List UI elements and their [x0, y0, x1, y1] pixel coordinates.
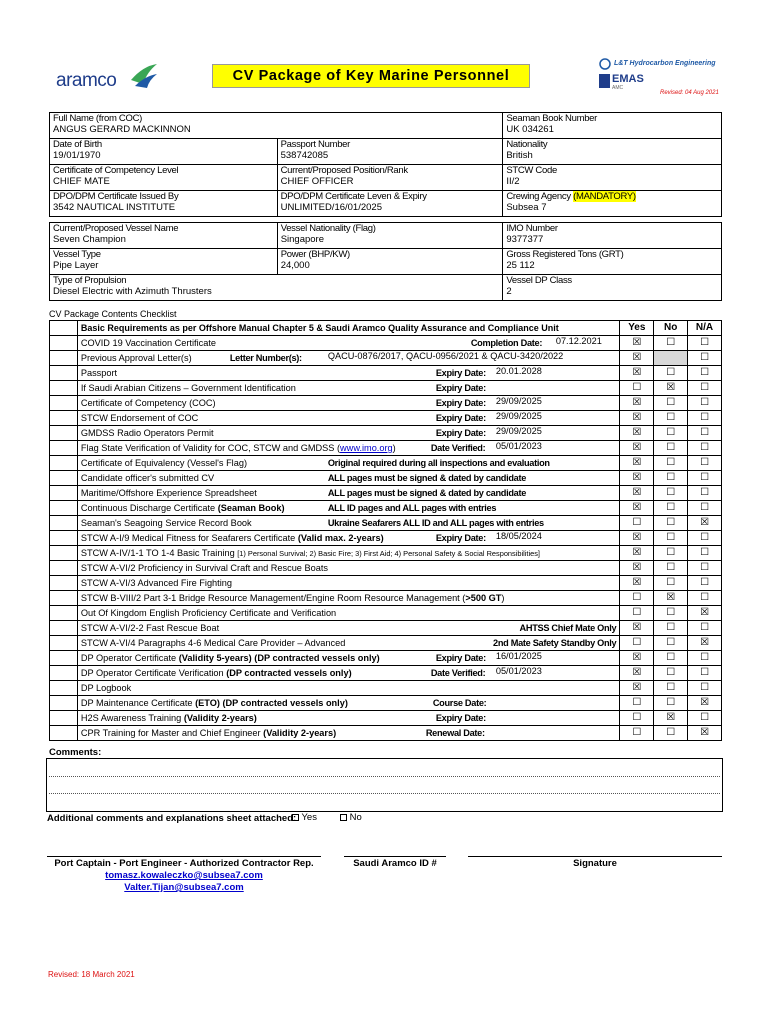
- checklist-row: [50, 366, 722, 381]
- checkbox-na[interactable]: ☐: [688, 396, 722, 411]
- vessel-table: [49, 222, 722, 301]
- aramco-id-label: Saudi Aramco ID #: [353, 858, 437, 869]
- row-spacer: [50, 426, 78, 441]
- item-name: Out Of Kingdom English Proficiency Certificate and Verification: [80, 608, 337, 618]
- item-name: Maritime/Offshore Experience Spreadsheet: [80, 488, 257, 498]
- item-date-value[interactable]: 29/09/2025: [495, 396, 542, 406]
- item-date-value[interactable]: 05/01/2023: [495, 666, 542, 676]
- checkbox-no[interactable]: [654, 351, 688, 366]
- position-value[interactable]: CHIEF OFFICER: [280, 176, 354, 187]
- checkbox-yes[interactable]: ☒: [620, 561, 654, 576]
- checkbox-na[interactable]: ☐: [688, 501, 722, 516]
- checkbox-na[interactable]: ☐: [688, 591, 722, 606]
- checkbox-na[interactable]: ☒: [688, 606, 722, 621]
- row-spacer: [50, 396, 78, 411]
- checklist-item: [77, 486, 620, 501]
- row-spacer: [50, 366, 78, 381]
- revised-date-top: Revised: 04 Aug 2021: [660, 90, 719, 96]
- lt-logo-icon: [598, 58, 612, 90]
- item-note: ALL pages must be signed & dated by candidate: [327, 473, 527, 483]
- checkbox-yes[interactable]: ☒: [620, 426, 654, 441]
- checkbox-no[interactable]: ☐: [654, 486, 688, 501]
- checklist-item: [77, 411, 620, 426]
- propulsion-cell: Type of Propulsion Diesel Electric with Azimuth Thrusters: [50, 275, 503, 301]
- stcw-value[interactable]: II/2: [506, 176, 520, 187]
- checklist-row: [50, 636, 722, 651]
- checkbox-yes[interactable]: ☒: [620, 336, 654, 351]
- item-name: STCW A-I/9 Medical Fitness for Seafarers Certificate (Valid max. 2-years): [80, 533, 384, 543]
- checkbox-no[interactable]: ☐: [654, 576, 688, 591]
- checklist-row: [50, 336, 722, 351]
- item-date-label: Letter Number(s):: [229, 353, 302, 363]
- checkbox-na[interactable]: ☐: [688, 486, 722, 501]
- email-link-2[interactable]: Valter.Tijan@subsea7.com: [124, 882, 244, 893]
- item-name: DP Logbook: [80, 683, 132, 693]
- power-value[interactable]: 24,000: [280, 260, 310, 271]
- row-spacer: [50, 636, 78, 651]
- item-name: STCW A-VI/2 Proficiency in Survival Craft and Rescue Boats: [80, 563, 328, 573]
- checklist-row: [50, 711, 722, 726]
- checkbox-yes[interactable]: ☒: [620, 576, 654, 591]
- item-date-label: Expiry Date:: [435, 428, 486, 438]
- item-date-value[interactable]: 16/01/2025: [495, 651, 542, 661]
- checkbox-yes[interactable]: ☒: [620, 666, 654, 681]
- item-name: DP Maintenance Certificate (ETO) (DP contracted vessels only): [80, 698, 348, 708]
- checklist-item: [77, 396, 620, 411]
- checkbox-no[interactable]: ☐: [654, 636, 688, 651]
- checkbox-na[interactable]: ☐: [688, 411, 722, 426]
- full-name-cell: Full Name (from COC) ANGUS GERARD MACKINNON: [50, 113, 503, 139]
- item-date-value[interactable]: QACU-0876/2017, QACU-0956/2021 & QACU-3420/2022: [327, 351, 564, 361]
- checkbox-no[interactable]: ☐: [654, 606, 688, 621]
- checklist-row: [50, 456, 722, 471]
- item-date-label: Expiry Date:: [435, 383, 486, 393]
- row-spacer: [50, 711, 78, 726]
- comment-line: [49, 776, 720, 777]
- item-note: AHTSS Chief Mate Only: [519, 623, 617, 633]
- checkbox-na[interactable]: ☒: [688, 516, 722, 531]
- aramco-id-line[interactable]: [344, 856, 446, 857]
- checkbox-na[interactable]: ☐: [688, 441, 722, 456]
- checkbox-no[interactable]: ☐: [654, 426, 688, 441]
- checkbox-no[interactable]: ☐: [654, 456, 688, 471]
- comments-label: Comments:: [49, 747, 102, 758]
- item-date-label: Expiry Date:: [435, 368, 486, 378]
- checkbox-no[interactable]: ☐: [654, 516, 688, 531]
- item-date-label: Expiry Date:: [435, 533, 486, 543]
- checkbox-na[interactable]: ☐: [688, 426, 722, 441]
- row-spacer: [50, 351, 78, 366]
- item-name: COVID 19 Vaccination Certificate: [80, 338, 216, 348]
- seaman-book-cell: Seaman Book Number UK 034261: [503, 113, 722, 139]
- checklist-item: [77, 336, 620, 351]
- checkbox-yes[interactable]: ☒: [620, 546, 654, 561]
- checklist-caption: CV Package Contents Checklist: [49, 309, 177, 319]
- checklist-row: [50, 561, 722, 576]
- checklist-item: [77, 711, 620, 726]
- row-spacer: [50, 696, 78, 711]
- checkbox-yes[interactable]: ☒: [620, 366, 654, 381]
- item-name: Previous Approval Letter(s): [80, 353, 192, 363]
- item-name: STCW A-VI/2-2 Fast Rescue Boat: [80, 623, 220, 633]
- item-name: STCW B-VIII/2 Part 3-1 Bridge Resource Management/Engine Room Resource Management (>500 GT): [80, 593, 505, 603]
- item-date-label: Completion Date:: [470, 338, 543, 348]
- checklist-item: [77, 606, 620, 621]
- dob-value[interactable]: 19/01/1970: [53, 150, 101, 161]
- checkbox-na[interactable]: ☐: [688, 336, 722, 351]
- checklist-item: [77, 351, 620, 366]
- vessel-flag-value[interactable]: Singapore: [280, 234, 324, 245]
- col-no: No: [654, 321, 688, 336]
- row-spacer: [50, 381, 78, 396]
- seaman-book-value[interactable]: UK 034261: [506, 124, 554, 135]
- checkbox-na[interactable]: ☐: [688, 531, 722, 546]
- checkbox-yes[interactable]: ☒: [620, 441, 654, 456]
- row-spacer: [50, 651, 78, 666]
- checklist-row: [50, 606, 722, 621]
- item-name: CPR Training for Master and Chief Engineer (Validity 2-years): [80, 728, 337, 738]
- checkbox-na[interactable]: ☐: [688, 666, 722, 681]
- item-note: Original required during all inspections and evaluation: [327, 458, 550, 468]
- checklist-row: [50, 486, 722, 501]
- checkbox-yes[interactable]: ☐: [620, 381, 654, 396]
- checkbox-yes[interactable]: ☐: [620, 591, 654, 606]
- checkbox-no[interactable]: ☐: [654, 621, 688, 636]
- additional-yes-option[interactable]: Yes: [292, 812, 317, 823]
- imo-value[interactable]: 9377377: [506, 234, 544, 245]
- checkbox-no[interactable]: ☐: [654, 501, 688, 516]
- checkbox-no[interactable]: ☐: [654, 561, 688, 576]
- item-name: DP Operator Certificate (Validity 5-years) (DP contracted vessels only): [80, 653, 380, 663]
- row-spacer: [50, 576, 78, 591]
- checkbox-na[interactable]: ☐: [688, 561, 722, 576]
- item-date-value[interactable]: 07.12.2021: [555, 336, 602, 346]
- checklist-row: [50, 546, 722, 561]
- checklist-item: [77, 696, 620, 711]
- passport-value[interactable]: 538742085: [280, 150, 329, 161]
- dpo-issued-value[interactable]: 3542 NAUTICAL INSTITUTE: [53, 202, 176, 213]
- checklist-row: [50, 591, 722, 606]
- checkbox-yes[interactable]: ☒: [620, 681, 654, 696]
- checklist-row: [50, 426, 722, 441]
- checkbox-na[interactable]: ☐: [688, 546, 722, 561]
- dpo-level-cell: DPO/DPM Certificate Leven & Expiry UNLIMITED/16/01/2025: [277, 191, 503, 217]
- checklist-row: [50, 621, 722, 636]
- position-cell: Current/Proposed Position/Rank CHIEF OFFICER: [277, 165, 503, 191]
- checkbox-no[interactable]: ☐: [654, 696, 688, 711]
- row-spacer: [50, 561, 78, 576]
- item-name: If Saudi Arabian Citizens – Government Identification: [80, 383, 296, 393]
- row-spacer: [50, 726, 78, 741]
- checklist-row: [50, 666, 722, 681]
- checkbox-no[interactable]: ☒: [654, 591, 688, 606]
- checkbox-na[interactable]: ☐: [688, 456, 722, 471]
- item-note: ALL ID pages and ALL pages with entries: [327, 503, 497, 513]
- port-captain-sign-line[interactable]: [47, 856, 321, 857]
- imo-cell: IMO Number 9377377: [503, 223, 722, 249]
- item-date-value[interactable]: 05/01/2023: [495, 441, 542, 451]
- checkbox-yes[interactable]: ☐: [620, 696, 654, 711]
- dpo-level-value[interactable]: UNLIMITED/16/01/2025: [280, 202, 382, 213]
- checklist-row: [50, 696, 722, 711]
- checklist-item: [77, 726, 620, 741]
- full-name-value[interactable]: ANGUS GERARD MACKINNON: [53, 124, 191, 135]
- checkbox-no[interactable]: ☐: [654, 666, 688, 681]
- checkbox-yes[interactable]: ☒: [620, 471, 654, 486]
- vessel-name-cell: Current/Proposed Vessel Name Seven Champion: [50, 223, 278, 249]
- item-date-value[interactable]: 18/05/2024: [495, 531, 542, 541]
- checkbox-na[interactable]: ☐: [688, 621, 722, 636]
- checklist-item: [77, 591, 620, 606]
- item-date-value[interactable]: 29/09/2025: [495, 426, 542, 436]
- grt-value[interactable]: 25 112: [506, 260, 535, 271]
- coc-value[interactable]: CHIEF MATE: [53, 176, 110, 187]
- page-title: CV Package of Key Marine Personnel: [212, 64, 530, 88]
- dpo-issued-cell: DPO/DPM Certificate Issued By 3542 NAUTICAL INSTITUTE: [50, 191, 278, 217]
- nationality-value[interactable]: British: [506, 150, 533, 161]
- row-spacer: [50, 546, 78, 561]
- checkbox-no[interactable]: ☐: [654, 336, 688, 351]
- additional-comments-label: Additional comments and explanations sheet attached:: [47, 813, 297, 824]
- signature-line[interactable]: [468, 856, 722, 857]
- item-note: Ukraine Seafarers ALL ID and ALL pages with entries: [327, 518, 544, 528]
- item-name: Certificate of Competency (COC): [80, 398, 216, 408]
- checkbox-icon[interactable]: [340, 814, 347, 821]
- checkbox-na[interactable]: ☐: [688, 711, 722, 726]
- item-name: DP Operator Certificate Verification (DP contracted vessels only): [80, 668, 352, 678]
- checklist-item: [77, 651, 620, 666]
- checkbox-no[interactable]: ☐: [654, 546, 688, 561]
- checklist-row: [50, 576, 722, 591]
- aramco-logo: [56, 62, 162, 92]
- checklist-item: [77, 636, 620, 651]
- checkbox-na[interactable]: ☐: [688, 381, 722, 396]
- checkbox-yes[interactable]: ☐: [620, 606, 654, 621]
- item-name: H2S Awareness Training (Validity 2-years): [80, 713, 257, 723]
- row-spacer: [50, 456, 78, 471]
- checkbox-na[interactable]: ☐: [688, 651, 722, 666]
- comment-line: [49, 793, 720, 794]
- checkbox-no[interactable]: ☐: [654, 651, 688, 666]
- checkbox-yes[interactable]: ☒: [620, 396, 654, 411]
- checklist-row: [50, 396, 722, 411]
- row-spacer: [50, 441, 78, 456]
- vessel-flag-cell: Vessel Nationality (Flag) Singapore: [277, 223, 503, 249]
- checkbox-yes[interactable]: ☐: [620, 726, 654, 741]
- emas-name: EMAS: [612, 73, 644, 85]
- checkbox-yes[interactable]: ☒: [620, 486, 654, 501]
- checklist-item: [77, 531, 620, 546]
- propulsion-value[interactable]: Diesel Electric with Azimuth Thrusters: [53, 286, 212, 297]
- lt-name: L&T Hydrocarbon Engineering: [614, 60, 716, 67]
- dp-class-value[interactable]: 2: [506, 286, 512, 297]
- checkbox-na[interactable]: ☐: [688, 681, 722, 696]
- signature-label: Signature: [573, 858, 617, 869]
- item-date-label: Date Verified:: [430, 668, 486, 678]
- checklist-item: [77, 666, 620, 681]
- row-spacer: [50, 666, 78, 681]
- row-spacer: [50, 471, 78, 486]
- checklist-item: [77, 501, 620, 516]
- checkbox-no[interactable]: ☐: [654, 471, 688, 486]
- checklist-item: [77, 471, 620, 486]
- stcw-cell: STCW Code II/2: [503, 165, 722, 191]
- item-name: STCW A-VI/3 Advanced Fire Fighting: [80, 578, 232, 588]
- item-date-label: Expiry Date:: [435, 398, 486, 408]
- item-note: 2nd Mate Safety Standby Only: [493, 638, 617, 648]
- checklist-item: [77, 681, 620, 696]
- item-date-value[interactable]: 20.01.2028: [495, 366, 542, 376]
- vessel-type-cell: Vessel Type Pipe Layer: [50, 249, 278, 275]
- item-date-label: Expiry Date:: [435, 413, 486, 423]
- checkbox-yes[interactable]: ☒: [620, 651, 654, 666]
- dob-cell: Date of Birth 19/01/1970: [50, 139, 278, 165]
- checklist-spacer: [50, 321, 78, 336]
- checklist-row: [50, 681, 722, 696]
- checklist-row: [50, 726, 722, 741]
- aramco-wordmark: aramco: [56, 70, 117, 91]
- row-spacer: [50, 591, 78, 606]
- checklist-item: [77, 381, 620, 396]
- item-name: GMDSS Radio Operators Permit: [80, 428, 214, 438]
- additional-no-option[interactable]: No: [340, 812, 362, 823]
- checkbox-na[interactable]: ☐: [688, 576, 722, 591]
- row-spacer: [50, 621, 78, 636]
- checklist-item: [77, 426, 620, 441]
- checklist-row: [50, 531, 722, 546]
- item-date-label: Expiry Date:: [435, 653, 486, 663]
- checklist-row: [50, 351, 722, 366]
- item-date-label: Course Date:: [432, 698, 487, 708]
- checkbox-na[interactable]: ☒: [688, 726, 722, 741]
- checkbox-no[interactable]: ☐: [654, 681, 688, 696]
- checkbox-yes[interactable]: ☒: [620, 501, 654, 516]
- checkbox-na[interactable]: ☐: [688, 366, 722, 381]
- row-spacer: [50, 336, 78, 351]
- item-date-label: Date Verified:: [430, 443, 486, 453]
- checkbox-yes[interactable]: ☒: [620, 621, 654, 636]
- item-name: STCW A-IV/1-1 TO 1-4 Basic Training [1) Personal Survival; 2) Basic Fire; 3) First Aid; 4) Personal Safety & Social Responsibilities]: [80, 548, 540, 558]
- checklist-row: [50, 381, 722, 396]
- item-name: Passport: [80, 368, 118, 378]
- emas-sub: AMC: [612, 85, 624, 91]
- checklist-header: Basic Requirements as per Offshore Manual Chapter 5 & Saudi Aramco Quality Assurance and Compliance Unit: [77, 321, 620, 336]
- row-spacer: [50, 411, 78, 426]
- checkbox-yes[interactable]: ☐: [620, 636, 654, 651]
- checklist-item: [77, 456, 620, 471]
- vessel-name-value[interactable]: Seven Champion: [53, 234, 126, 245]
- checklist-item: [77, 561, 620, 576]
- item-name: Candidate officer's submitted CV: [80, 473, 215, 483]
- row-spacer: [50, 516, 78, 531]
- crewing-cell: Crewing Agency (MANDATORY) Subsea 7: [503, 191, 722, 217]
- row-spacer: [50, 501, 78, 516]
- item-name: Certificate of Equivalency (Vessel's Flag): [80, 458, 248, 468]
- checklist-row: [50, 501, 722, 516]
- checkbox-no[interactable]: ☐: [654, 531, 688, 546]
- checkbox-na[interactable]: ☐: [688, 351, 722, 366]
- grt-cell: Gross Registered Tons (GRT) 25 112: [503, 249, 722, 275]
- personnel-table: [49, 112, 722, 217]
- checkbox-na[interactable]: ☐: [688, 471, 722, 486]
- aramco-mark-icon: [129, 62, 159, 90]
- checkbox-no[interactable]: ☐: [654, 411, 688, 426]
- checklist-row: [50, 471, 722, 486]
- checkbox-yes[interactable]: ☒: [620, 351, 654, 366]
- passport-cell: Passport Number 538742085: [277, 139, 503, 165]
- checklist-item: [77, 546, 620, 561]
- col-na: N/A: [688, 321, 722, 336]
- power-cell: Power (BHP/KW) 24,000: [277, 249, 503, 275]
- nationality-cell: Nationality British: [503, 139, 722, 165]
- row-spacer: [50, 486, 78, 501]
- checkbox-yes[interactable]: ☐: [620, 516, 654, 531]
- item-name: Continuous Discharge Certificate (Seaman Book): [80, 503, 285, 513]
- checklist-item: [77, 576, 620, 591]
- checkbox-yes[interactable]: ☐: [620, 711, 654, 726]
- comments-box[interactable]: [46, 758, 723, 812]
- vessel-type-value[interactable]: Pipe Layer: [53, 260, 99, 271]
- lt-emas-logo: [598, 58, 728, 92]
- row-spacer: [50, 681, 78, 696]
- checkbox-no[interactable]: ☒: [654, 381, 688, 396]
- checkbox-yes[interactable]: ☒: [620, 411, 654, 426]
- item-name: STCW A-VI/4 Paragraphs 4-6 Medical Care Provider – Advanced: [80, 638, 346, 648]
- checklist-table: [49, 320, 722, 741]
- checklist-item: [77, 441, 620, 456]
- item-note: ALL pages must be signed & dated by candidate: [327, 488, 527, 498]
- checklist-row: [50, 651, 722, 666]
- checklist-row: [50, 516, 722, 531]
- checklist-row: [50, 441, 722, 456]
- checkbox-icon[interactable]: [292, 814, 299, 821]
- checkbox-no[interactable]: ☐: [654, 441, 688, 456]
- item-date-label: Renewal Date:: [425, 728, 485, 738]
- checkbox-no[interactable]: ☐: [654, 366, 688, 381]
- col-yes: Yes: [620, 321, 654, 336]
- item-date-value[interactable]: 29/09/2025: [495, 411, 542, 421]
- item-name: Seaman's Seagoing Service Record Book: [80, 518, 252, 528]
- item-date-label: Expiry Date:: [435, 713, 486, 723]
- checklist-item: [77, 366, 620, 381]
- checklist-item: [77, 516, 620, 531]
- coc-cell: Certificate of Competency Level CHIEF MATE: [50, 165, 278, 191]
- crewing-value[interactable]: Subsea 7: [506, 202, 547, 213]
- checkbox-yes[interactable]: ☒: [620, 531, 654, 546]
- checkbox-no[interactable]: ☐: [654, 726, 688, 741]
- item-name: Flag State Verification of Validity for COC, STCW and GMDSS (www.imo.org): [80, 443, 396, 453]
- checkbox-no[interactable]: ☒: [654, 711, 688, 726]
- checkbox-yes[interactable]: ☒: [620, 456, 654, 471]
- checkbox-na[interactable]: ☒: [688, 696, 722, 711]
- checklist-row: [50, 411, 722, 426]
- checkbox-no[interactable]: ☐: [654, 396, 688, 411]
- checklist-item: [77, 621, 620, 636]
- port-captain-label: Port Captain - Port Engineer - Authorized Contractor Rep.: [54, 858, 314, 869]
- imo-link[interactable]: www.imo.org: [340, 443, 393, 453]
- row-spacer: [50, 531, 78, 546]
- checkbox-na[interactable]: ☒: [688, 636, 722, 651]
- item-name: STCW Endorsement of COC: [80, 413, 199, 423]
- row-spacer: [50, 606, 78, 621]
- revised-date-footer: Revised: 18 March 2021: [48, 970, 135, 979]
- dp-class-cell: Vessel DP Class 2: [503, 275, 722, 301]
- mandatory-highlight: (MANDATORY): [573, 191, 636, 202]
- email-link-1[interactable]: tomasz.kowaleczko@subsea7.com: [105, 870, 263, 881]
